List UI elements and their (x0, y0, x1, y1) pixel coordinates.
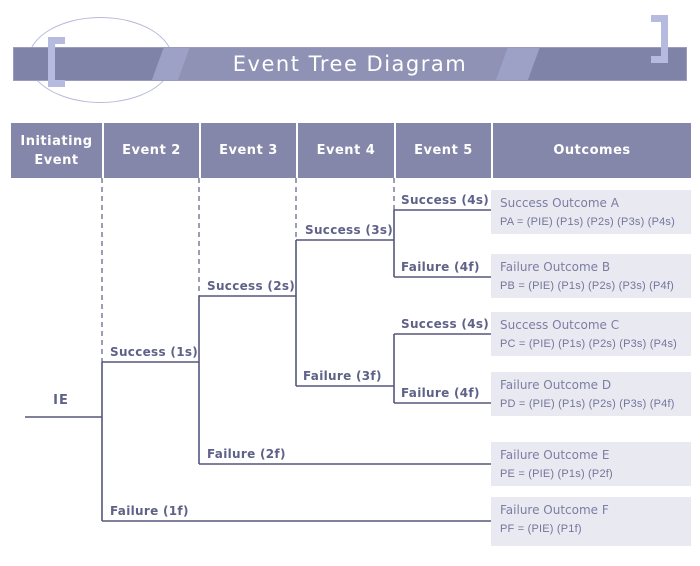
outcome-formula: PE = (PIE) (P1s) (P2f) (500, 468, 613, 480)
outcome-formula: PB = (PIE) (P1s) (P2s) (P3s) (P4f) (500, 280, 674, 292)
outcome-title: Success Outcome A (500, 196, 619, 210)
outcome-title: Failure Outcome E (500, 448, 610, 462)
outcome-box-b (491, 254, 691, 298)
outcome-formula: PF = (PIE) (P1f) (500, 523, 582, 535)
header-cell-event-2: Event 2 (104, 123, 199, 178)
outcome-box-e (491, 442, 691, 486)
outcome-formula: PA = (PIE) (P1s) (P2s) (P3s) (P4s) (500, 216, 675, 228)
outcome-box-d (491, 372, 691, 416)
branch-label-success-4s-mid: Success (4s) (401, 317, 490, 331)
outcome-box-a (491, 190, 691, 234)
page-title: Event Tree Diagram (232, 52, 468, 76)
branch-label-success-3s: Success (3s) (305, 223, 394, 237)
outcome-formula: PC = (PIE) (P1s) (P2s) (P3s) (P4s) (500, 338, 678, 350)
tree-root-label: IE (53, 393, 69, 408)
outcome-title: Failure Outcome B (500, 260, 611, 274)
branch-label-failure-1f: Failure (1f) (110, 504, 189, 518)
outcome-title: Success Outcome C (500, 318, 620, 332)
header-cell-initiating-event: Initiating Event (11, 123, 102, 178)
header-cell-event-5: Event 5 (396, 123, 491, 178)
branch-label-failure-3f: Failure (3f) (303, 369, 382, 383)
branch-label-success-4s-top: Success (4s) (401, 193, 490, 207)
outcome-title: Failure Outcome D (500, 378, 612, 392)
outcome-title: Failure Outcome F (500, 503, 609, 517)
branch-label-failure-4f-mid: Failure (4f) (401, 386, 480, 400)
header-cell-outcomes: Outcomes (493, 123, 691, 178)
header-cell-event-3: Event 3 (201, 123, 296, 178)
branch-label-success-2s: Success (2s) (207, 279, 296, 293)
branch-label-failure-4f-top: Failure (4f) (401, 260, 480, 274)
branch-label-success-1s: Success (1s) (110, 345, 199, 359)
outcome-box-f (491, 497, 691, 546)
outcome-box-c (491, 312, 691, 356)
outcome-formula: PD = (PIE) (P1s) (P2s) (P3s) (P4f) (500, 398, 675, 410)
branch-label-failure-2f: Failure (2f) (207, 447, 286, 461)
header-cell-event-4: Event 4 (298, 123, 394, 178)
